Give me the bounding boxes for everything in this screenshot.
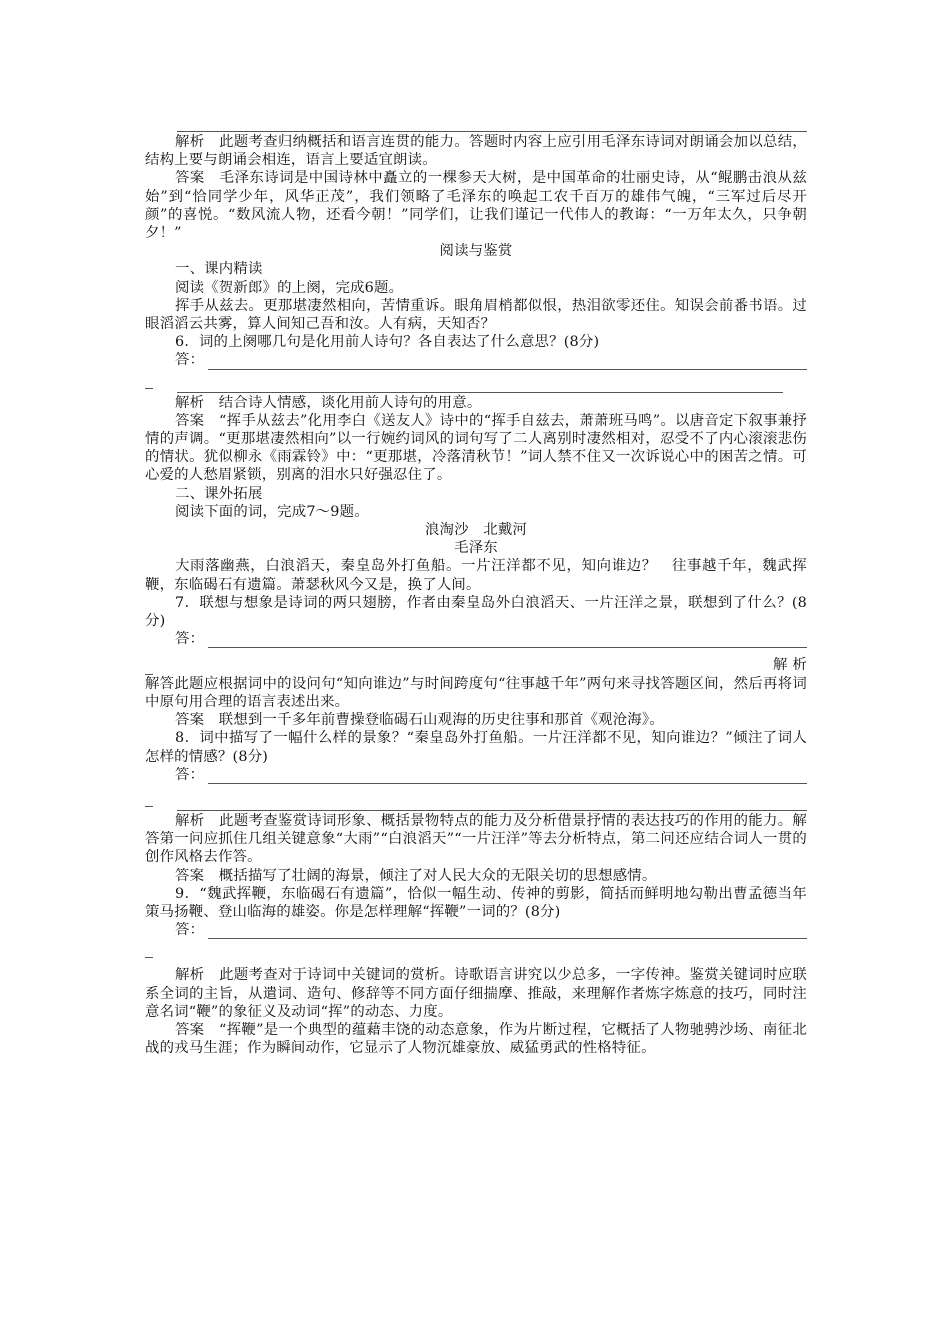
question-6: 6．词的上阕哪几句是化用前人诗句？各自表达了什么意思？(8分) — [175, 334, 600, 351]
part-heading-1: 一、课内精读 — [175, 261, 263, 278]
answer-paragraph: 答案 毛泽东诗词是中国诗林中矗立的一棵参天大树，是中国革命的壮丽史诗，从“鲲鹏击浪从兹始”到“恰同学少年，风华正茂”，我们领略了毛泽东的唤起工农千百万的雄伟气魄，“三军过后尽开颜”的喜悦。“数风流人物，还看今朝！”同学们，让我们谨记一代伟人的教诲：“一万年太久，只争朝夕！” — [145, 170, 807, 242]
dash-mark — [145, 947, 153, 958]
answer-9: 答案 “挥鞭”是一个典型的蕴藉丰饶的动态意象，作为片断过程，它概括了人物驰骋沙场、南征北战的戎马生涯；作为瞬间动作，它显示了人物沉雄豪放、威猛勇武的性格特征。 — [145, 1021, 807, 1057]
answer-line-9 — [145, 921, 807, 939]
answer-8: 答案 概括描写了壮阔的海景，倾注了对人民大众的无限关切的思想感情。 — [175, 867, 657, 884]
question-9: 9．“魏武挥鞭，东临碣石有遗篇”，恰似一幅生动、传神的剪影，简括而鲜明地勾勒出曹孟德当年策马扬鞭、登山临海的雄姿。你是怎样理解“挥鞭”一词的？(8分) — [145, 885, 807, 920]
section-title: 阅读与鉴赏 — [439, 243, 513, 260]
dash-mark — [145, 378, 153, 389]
answer-rule — [208, 357, 807, 370]
question-8: 8．词中描写了一幅什么样的景象？“秦皇岛外打鱼船。一片汪洋都不见，知向谁边？”倾注了词人怎样的情感？(8分) — [145, 730, 807, 765]
reading-instruction-2: 阅读下面的词，完成7～9题。 — [175, 503, 369, 520]
analysis-6: 解析 结合诗人情感，谈化用前人诗句的用意。 — [175, 394, 482, 411]
analysis-label: 解 析 — [773, 657, 807, 674]
analysis-7: 解答此题应根据词中的设问句“知向谁边”与时间跨度句“往事越千年”两句来寻找答题区间，然后再将词中原句用合理的语言表述出来。 — [145, 675, 807, 710]
answer-label: 答： — [175, 631, 205, 648]
dash-mark — [145, 796, 153, 807]
dash-mark — [145, 664, 153, 675]
question-7: 7．联想与想象是诗词的两只翅膀，作者由秦皇岛外白浪滔天、一片汪洋之景，联想到了什么？(8分) — [145, 594, 807, 630]
answer-label: 答： — [175, 922, 205, 939]
answer-label: 答： — [175, 766, 205, 783]
poem-excerpt-1: 挥手从兹去。更那堪凄然相向，苦情重诉。眼角眉梢都似恨，热泪欲零还住。知误会前番书语。过眼滔滔云共雾，算人间知己吾和汝。人有病，天知否？ — [145, 297, 807, 333]
separator-line — [177, 128, 807, 132]
separator-line — [177, 807, 807, 811]
poem-author: 毛泽东 — [454, 540, 498, 557]
poem-body-2: 大雨落幽燕，白浪滔天，秦皇岛外打鱼船。一片汪洋都不见，知向谁边？ 往事越千年，魏武挥鞭，东临碣石有遗篇。萧瑟秋风今又是，换了人间。 — [145, 558, 807, 593]
analysis-label-row — [145, 656, 807, 674]
answer-label: 答： — [175, 352, 205, 369]
answer-rule — [208, 635, 807, 648]
document-page — [145, 128, 807, 1057]
answer-line-7 — [145, 630, 807, 648]
reading-instruction-1: 阅读《贺新郎》的上阕，完成6题。 — [175, 279, 404, 296]
separator-line — [177, 389, 783, 393]
poem-title: 浪淘沙 北戴河 — [424, 522, 528, 539]
answer-line-8 — [145, 766, 807, 784]
analysis-paragraph: 解析 此题考查归纳概括和语言连贯的能力。答题时内容上应引用毛泽东诗词对朗诵会加以总结，结构上要与朗诵会相连，语言上要适宜朗读。 — [145, 134, 807, 169]
analysis-9: 解析 此题考查对于诗词中关键词的赏析。诗歌语言讲究以少总多，一字传神。鉴赏关键词时应联系全词的主旨，从遣词、造句、修辞等不同方面仔细揣摩、推敲，来理解作者炼字炼意的技巧，同时注意名词“鞭”的象征义及动词“挥”的动态、力度。 — [145, 967, 807, 1020]
answer-6: 答案 “挥手从兹去”化用李白《送友人》诗中的“挥手自兹去，萧萧班马鸣”。以唐音定下叙事兼抒情的声调。“更那堪凄然相向”以一行婉约词风的词句写了二人离别时凄然相对，忍受不了内心滚滚悲伤的情状。犹似柳永《雨霖铃》中：“更那堪，冷落清秋节！”词人禁不住又一次诉说心中的困苦之情。可心爱的人愁眉紧锁，别离的泪水只好强忍住了。 — [145, 412, 807, 484]
part-heading-2: 二、课外拓展 — [175, 485, 263, 502]
answer-7: 答案 联想到一千多年前曹操登临碣石山观海的历史往事和那首《观沧海》。 — [175, 712, 664, 729]
analysis-8: 解析 此题考查鉴赏诗词形象、概括景物特点的能力及分析借景抒情的表达技巧的作用的能力。解答第一问应抓住几组关键意象“大雨”“白浪滔天”“一片汪洋”等去分析特点，第二问还应结合词人一贯的创作风格去作答。 — [145, 812, 807, 866]
answer-rule — [208, 771, 807, 784]
answer-rule — [208, 926, 807, 939]
answer-line-6 — [145, 351, 807, 369]
